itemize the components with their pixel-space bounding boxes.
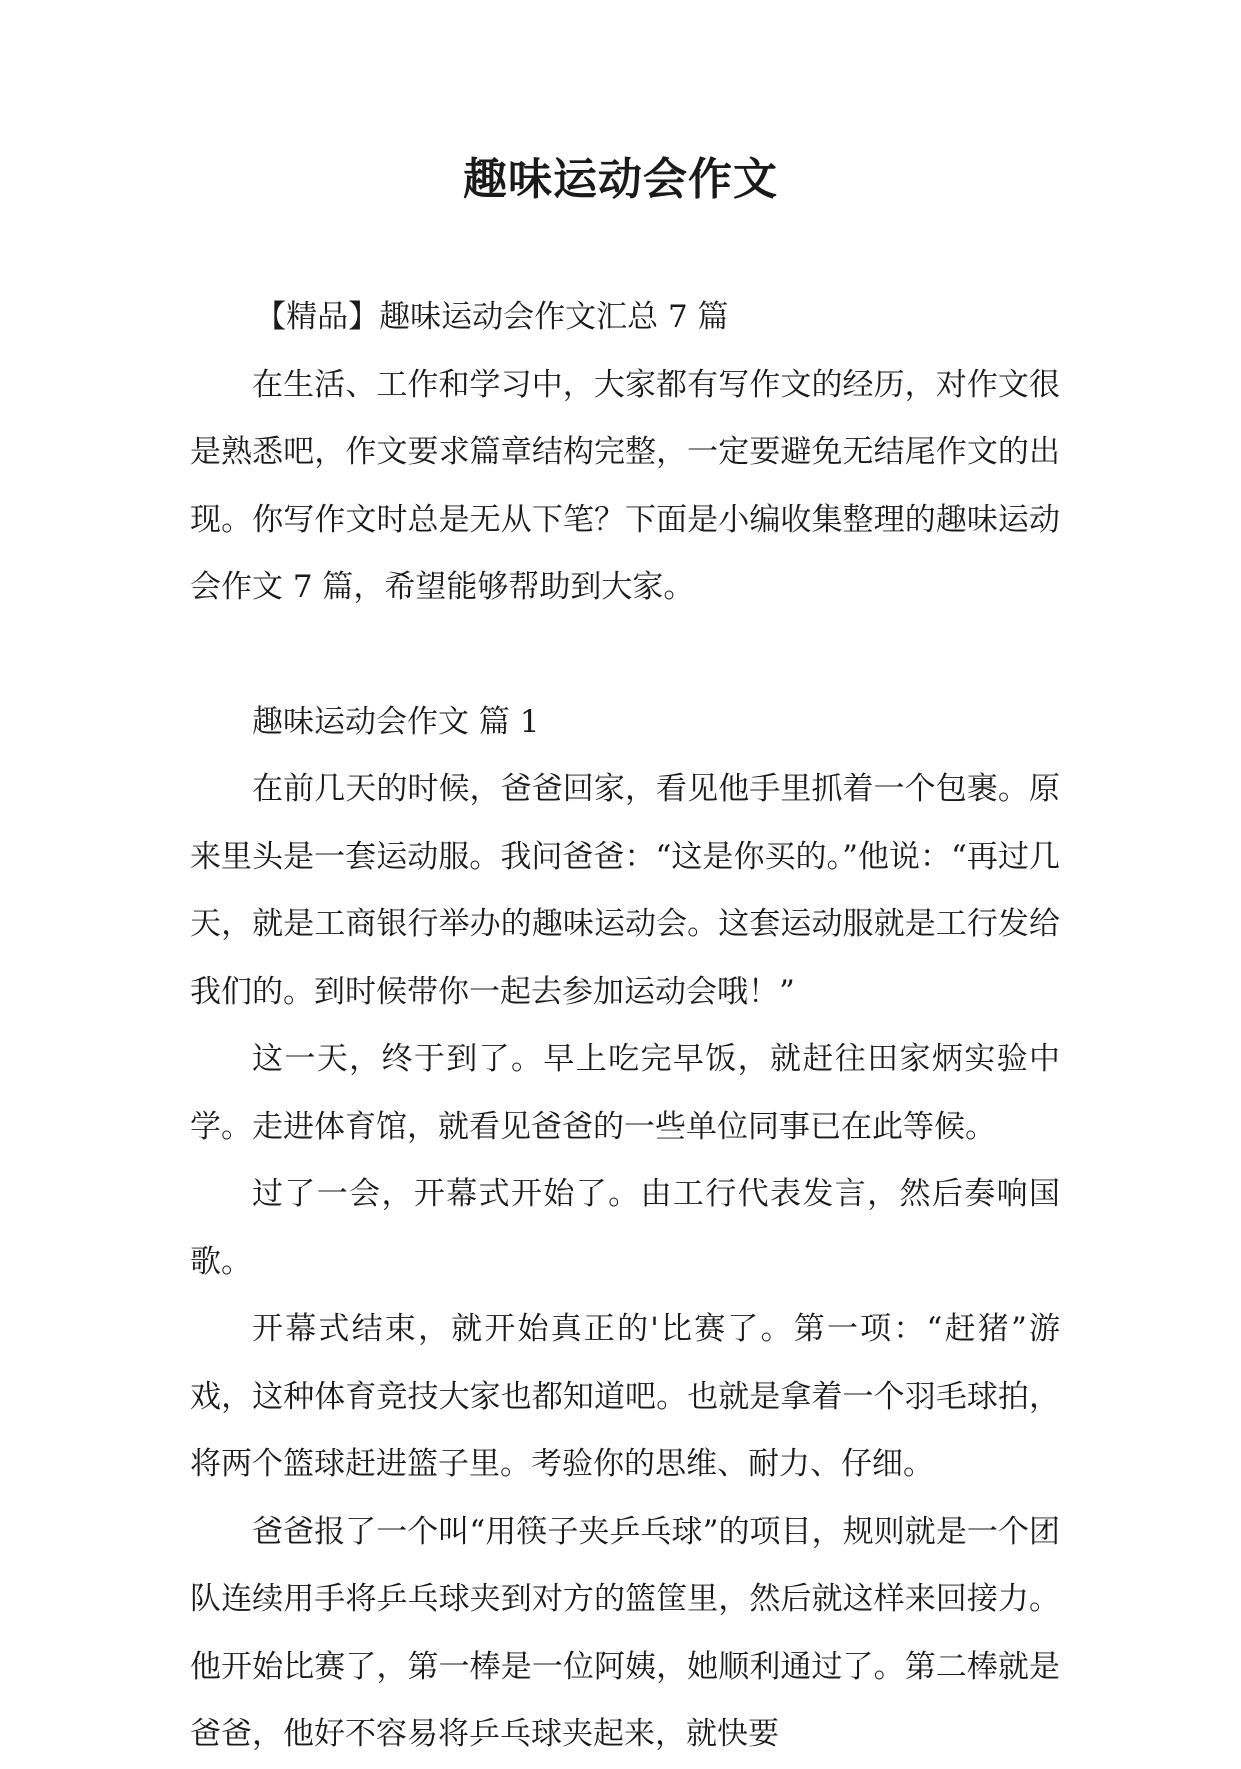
- paragraph: 过了一会，开幕式开始了。由工行代表发言，然后奏响国歌。: [190, 1176, 1060, 1280]
- paragraph: 这一天，终于到了。早上吃完早饭，就赶往田家炳实验中学。走进体育馆，就看见爸爸的一些单位同事已在此等候。: [190, 1041, 1060, 1145]
- section-heading: 趣味运动会作文 篇 1: [252, 703, 540, 740]
- intro-paragraph: 在生活、工作和学习中，大家都有写作文的经历，对作文很是熟悉吧，作文要求篇章结构完整，一定要避免无结尾作文的出现。你写作文时总是无从下笔？下面是小编收集整理的趣味运动会作文 7 篇，希望能够帮助到大家。: [190, 366, 1060, 605]
- document-body: [190, 284, 1060, 1769]
- spacer: [190, 622, 1060, 689]
- subtitle: 【精品】趣味运动会作文汇总 7 篇: [255, 299, 729, 335]
- paragraph: 开幕式结束，就开始真正的'比赛了。第一项：“赶猪”游戏，这种体育竞技大家也都知道吧。也就是拿着一个羽毛球拍，将两个篮球赶进篮子里。考验你的思维、耐力、仔细。: [190, 1311, 1060, 1482]
- paragraph: 爸爸报了一个叫“用筷子夹乒乓球”的项目，规则就是一个团队连续用手将乒乓球夹到对方的篮筐里，然后就这样来回接力。他开始比赛了，第一棒是一位阿姨，她顺利通过了。第二棒就是爸爸，他好不容易将乒乓球夹起来，就快要: [190, 1513, 1060, 1752]
- paragraph: 在前几天的时候，爸爸回家，看见他手里抓着一个包裹。原来里头是一套运动服。我问爸爸：“这是你买的。”他说：“再过几天，就是工商银行举办的趣味运动会。这套运动服就是工行发给我们的。到时候带你一起去参加运动会哦！”: [190, 771, 1060, 1010]
- document-title: 趣味运动会作文: [463, 154, 778, 205]
